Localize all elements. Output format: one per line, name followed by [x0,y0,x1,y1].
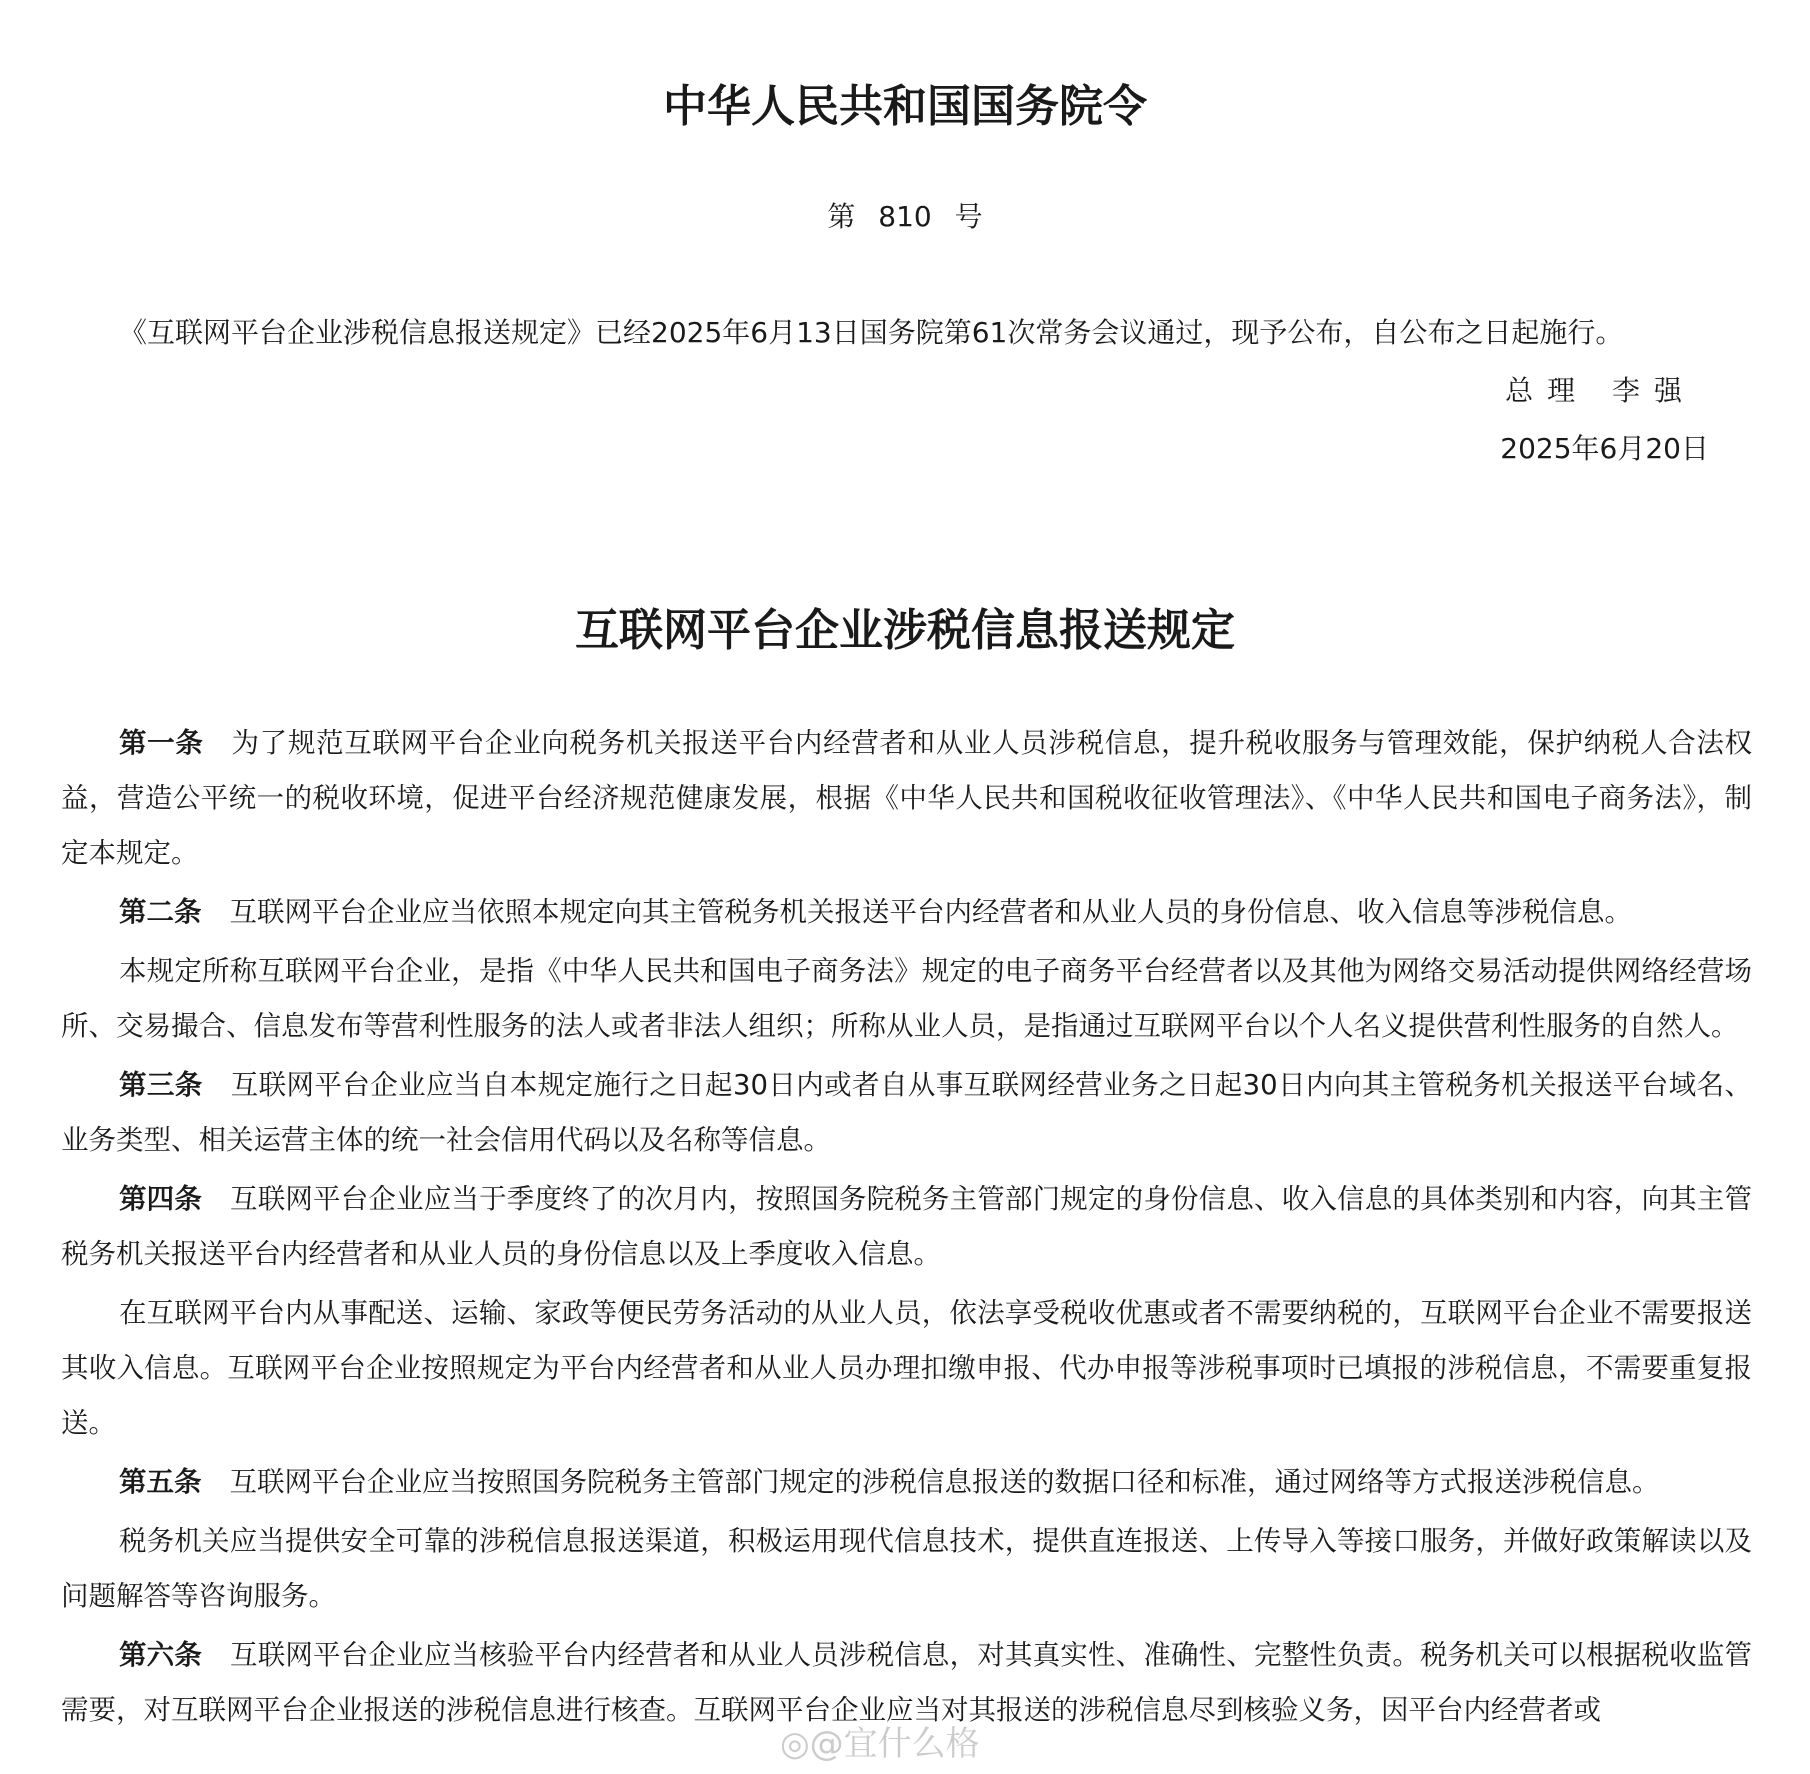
article-text: 互联网平台企业应当依照本规定向其主管税务机关报送平台内经营者和从业人员的身份信息、收入信息等涉税信息。 [229,896,1632,928]
article-text: 互联网平台企业应当自本规定施行之日起30日内或者自从事互联网经营业务之日起30日内向其主管税务机关报送平台域名、业务类型、相关运营主体的统一社会信用代码以及名称等信息。 [61,1069,1753,1156]
article-paragraph [61,1286,1752,1451]
article-label: 第四条 [119,1183,203,1215]
preamble: 《互联网平台企业涉税信息报送规定》已经2025年6月13日国务院第61次常务会议通过，现予公布，自公布之日起施行。 [119,316,1624,349]
article-text: 税务机关应当提供安全可靠的涉税信息报送渠道，积极运用现代信息技术，提供直连报送、上传导入等接口服务，并做好政策解读以及问题解答等咨询服务。 [61,1525,1752,1612]
article-label: 第六条 [119,1639,203,1671]
article-paragraph [61,1172,1752,1282]
article-label: 第三条 [119,1069,203,1101]
article-text: 本规定所称互联网平台企业，是指《中华人民共和国电子商务法》规定的电子商务平台经营者以及其他为网络交易活动提供网络经营场所、交易撮合、信息发布等营利性服务的法人或者非法人组织；所称从业人员，是指通过互联网平台以个人名义提供营利性服务的自然人。 [61,955,1752,1042]
article-text: 在互联网平台内从事配送、运输、家政等便民劳务活动的从业人员，依法享受税收优惠或者不需要纳税的，互联网平台企业不需要报送其收入信息。互联网平台企业按照规定为平台内经营者和从业人员办理扣缴申报、代办申报等涉税事项时已填报的涉税信息，不需要重复报送。 [61,1297,1752,1439]
article-label: 第二条 [119,896,202,928]
signature: 总理 李强 [1505,374,1696,407]
article-text: 互联网平台企业应当核验平台内经营者和从业人员涉税信息，对其真实性、准确性、完整性负责。税务机关可以根据税收监管需要，对互联网平台企业报送的涉税信息进行核查。互联网平台企业应当对其报送的涉税信息尽到核验义务，因平台内经营者或 [61,1639,1752,1726]
article-paragraph [61,944,1752,1054]
article-paragraph [61,885,1752,940]
regulation-title: 互联网平台企业涉税信息报送规定 [575,605,1235,656]
regulation-body [61,716,1752,1742]
weibo-icon: ◎ [780,1724,810,1764]
article-paragraph [61,1455,1752,1510]
watermark-text: @宜什么格 [809,1724,980,1764]
article-text: 为了规范互联网平台企业向税务机关报送平台内经营者和从业人员涉税信息，提升税收服务与管理效能，保护纳税人合法权益，营造公平统一的税收环境，促进平台经济规范健康发展，根据《中华人民共和国税收征收管理法》、《中华人民共和国电子商务法》，制定本规定。 [61,727,1753,869]
article-paragraph [61,1058,1752,1168]
article-text: 互联网平台企业应当于季度终了的次月内，按照国务院税务主管部门规定的身份信息、收入信息的具体类别和内容，向其主管税务机关报送平台内经营者和从业人员的身份信息以及上季度收入信息。 [61,1183,1752,1270]
watermark [780,1716,980,1765]
order-number: 第 810 号 [827,200,983,233]
article-label: 第五条 [119,1466,202,1498]
date: 2025年6月20日 [1500,432,1709,465]
article-paragraph [61,716,1752,881]
article-paragraph [61,1514,1752,1624]
article-label: 第一条 [119,727,204,759]
order-title: 中华人民共和国国务院令 [663,81,1147,132]
article-text: 互联网平台企业应当按照国务院税务主管部门规定的涉税信息报送的数据口径和标准，通过网络等方式报送涉税信息。 [229,1466,1660,1498]
